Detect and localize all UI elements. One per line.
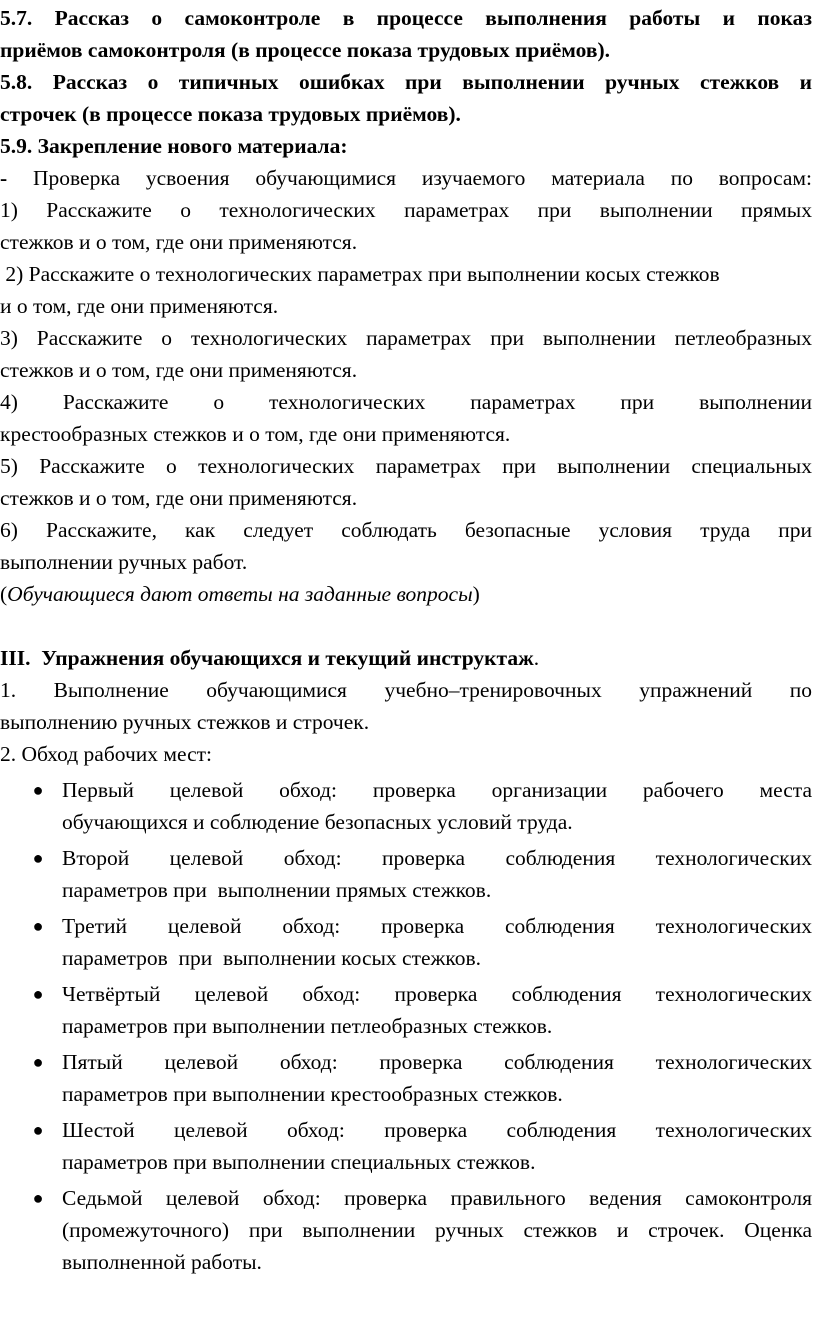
exercise-item-1-line-1: 1. Выполнение обучающимися учебно–тренировочных упражнений по — [0, 678, 812, 702]
question-4-line-2: крестообразных стежков и о том, где они применяются. — [0, 422, 511, 446]
bullet-7-line-2: (промежуточного) при выполнении ручных стежков и строчек. Оценка — [62, 1218, 812, 1242]
question-6-line-1: 6) Расскажите, как следует соблюдать безопасные условия труда при — [0, 518, 812, 542]
question-3-line-2: стежков и о том, где они применяются. — [0, 358, 358, 382]
bullet-dot-icon: ● — [32, 1188, 44, 1208]
question-3-line-1: 3) Расскажите о технологических параметрах при выполнении петлеобразных — [0, 326, 812, 350]
bullet-dot-icon: ● — [32, 780, 44, 800]
bullet-dot-icon: ● — [32, 1120, 44, 1140]
bullet-1-line-2: обучающихся и соблюдение безопасных условий труда. — [62, 810, 573, 834]
answer-close-paren: ) — [472, 582, 480, 606]
exercise-item-2: 2. Обход рабочих мест: — [0, 742, 212, 766]
section-5-7-line-1: 5.7. Рассказ о самоконтроле в процессе выполнения работы и показ — [0, 6, 812, 30]
bullet-dot-icon: ● — [32, 1052, 44, 1072]
question-4-line-1: 4) Расскажите о технологических параметрах при выполнении — [0, 390, 812, 414]
intro-dash: - — [0, 166, 8, 190]
bullet-3-line-2: параметров при выполнении косых стежков. — [62, 946, 482, 970]
section-3-heading — [0, 642, 812, 674]
answer-open-paren: ( — [0, 582, 8, 606]
bullet-5-line-1: Пятый целевой обход: проверка соблюдения технологических — [62, 1050, 812, 1074]
bullet-2-line-1: Второй целевой обход: проверка соблюдения технологических — [62, 846, 812, 870]
section-3-heading-dot: . — [533, 646, 540, 670]
bullet-dot-icon: ● — [32, 848, 44, 868]
exercise-item-1-line-2: выполнению ручных стежков и строчек. — [0, 710, 370, 734]
bullet-6-line-2: параметров при выполнении специальных стежков. — [62, 1150, 536, 1174]
question-6-line-2: выполнении ручных работ. — [0, 550, 248, 574]
bullet-7-line-1: Седьмой целевой обход: проверка правильного ведения самоконтроля — [62, 1186, 812, 1210]
question-2-line-1: 2) Расскажите о технологических параметрах при выполнении косых стежков — [0, 262, 720, 286]
section-5-7-line-2: приёмов самоконтроля (в процессе показа трудовых приёмов). — [0, 38, 610, 62]
answer-note — [0, 578, 812, 610]
section-5-9-heading: 5.9. Закрепление нового материала: — [0, 134, 348, 158]
question-1-line-2: стежков и о том, где они применяются. — [0, 230, 358, 254]
bullet-dot-icon: ● — [32, 984, 44, 1004]
bullet-4-line-2: параметров при выполнении петлеобразных стежков. — [62, 1014, 553, 1038]
section-3-heading-text: III. Упражнения обучающихся и текущий инструктаж — [0, 646, 534, 670]
bullet-dot-icon: ● — [32, 916, 44, 936]
section-5-9-intro — [0, 162, 812, 194]
bullet-3-line-1: Третий целевой обход: проверка соблюдения технологических — [62, 914, 812, 938]
section-5-8-line-2: строчек (в процессе показа трудовых приёмов). — [0, 102, 461, 126]
bullet-5-line-2: параметров при выполнении крестообразных стежков. — [62, 1082, 563, 1106]
bullet-4-line-1: Четвёртый целевой обход: проверка соблюдения технологических — [62, 982, 812, 1006]
question-5-line-2: стежков и о том, где они применяются. — [0, 486, 358, 510]
intro-text: Проверка усвоения обучающимися изучаемого материала по вопросам: — [7, 166, 812, 190]
section-5-8-line-1: 5.8. Рассказ о типичных ошибках при выполнении ручных стежков и — [0, 70, 812, 94]
bullet-1-line-1: Первый целевой обход: проверка организации рабочего места — [62, 778, 812, 802]
bullet-7-line-3: выполненной работы. — [62, 1250, 262, 1274]
question-2-line-2: и о том, где они применяются. — [0, 294, 279, 318]
question-5-line-1: 5) Расскажите о технологических параметрах при выполнении специальных — [0, 454, 812, 478]
bullet-6-line-1: Шестой целевой обход: проверка соблюдения технологических — [62, 1118, 812, 1142]
question-1-line-1: 1) Расскажите о технологических параметрах при выполнении прямых — [0, 198, 812, 222]
bullet-2-line-2: параметров при выполнении прямых стежков. — [62, 878, 492, 902]
answer-italic-text: Обучающиеся дают ответы на заданные вопросы — [7, 582, 473, 606]
